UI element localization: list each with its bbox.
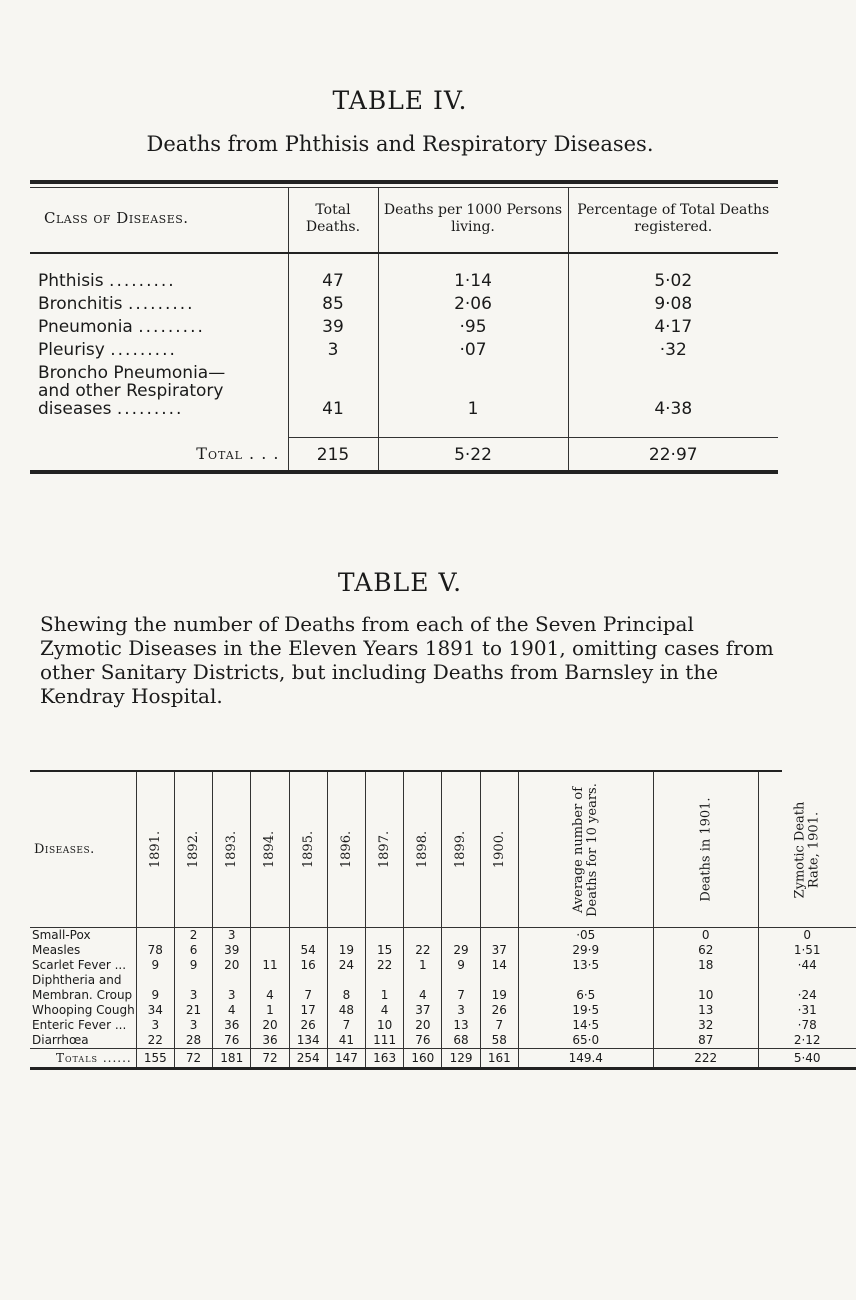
cell-value: 11 — [251, 958, 289, 973]
cell-value: 24 — [327, 958, 365, 973]
cell-value — [174, 973, 212, 988]
header-year: 1898. — [404, 772, 442, 928]
table-row — [30, 1018, 856, 1033]
disease-name: Whooping Cough — [32, 1003, 135, 1017]
cell-value: 7 — [327, 1018, 365, 1033]
total-value: 129 — [442, 1049, 480, 1069]
table-row — [30, 315, 778, 338]
percentage: 9·08 — [568, 292, 778, 315]
table-v-header-row — [30, 772, 856, 928]
percentage: ·32 — [568, 338, 778, 361]
cell-value — [289, 973, 327, 988]
total-deaths: 47 — [288, 269, 378, 292]
percentage: 4·17 — [568, 315, 778, 338]
cell-value: 1·51 — [758, 943, 855, 958]
cell-value: ·05 — [518, 928, 653, 944]
cell-value: 9 — [442, 958, 480, 973]
cell-value: 20 — [404, 1018, 442, 1033]
totals-row — [30, 1049, 856, 1069]
cell-value — [213, 973, 251, 988]
cell-value: 9 — [136, 958, 174, 973]
cell-value: 18 — [653, 958, 758, 973]
percentage: 22·97 — [568, 437, 778, 470]
table-iv — [30, 180, 778, 474]
deaths-per-1000: 1·14 — [378, 269, 568, 292]
table-iv-subtitle: Deaths from Phthisis and Respiratory Diseases. — [146, 132, 654, 156]
cell-value — [480, 973, 518, 988]
table-row — [30, 988, 856, 1003]
table-row — [30, 1033, 856, 1049]
cell-value — [136, 928, 174, 944]
cell-value: 8 — [327, 988, 365, 1003]
cell-value — [442, 928, 480, 944]
cell-value: 1 — [404, 958, 442, 973]
table-row — [30, 269, 778, 292]
header-year: 1900. — [480, 772, 518, 928]
header-deaths-1901: Deaths in 1901. — [653, 772, 758, 928]
cell-value: 26 — [480, 1003, 518, 1018]
cell-value — [327, 928, 365, 944]
cell-value: 26 — [289, 1018, 327, 1033]
header-diseases: Diseases. — [30, 772, 136, 928]
cell-value: 29 — [442, 943, 480, 958]
cell-value: 4 — [251, 988, 289, 1003]
total-value: 160 — [404, 1049, 442, 1069]
cell-value: 0 — [653, 928, 758, 944]
cell-value: 7 — [480, 1018, 518, 1033]
top-rule — [30, 180, 778, 184]
cell-value — [653, 973, 758, 988]
cell-value: 6 — [174, 943, 212, 958]
header-year: 1899. — [442, 772, 480, 928]
cell-value: 3 — [213, 928, 251, 944]
cell-value: 54 — [289, 943, 327, 958]
header-zymotic-rate: Zymotic Death Rate, 1901. — [758, 772, 855, 928]
deaths-per-1000: 1 — [378, 361, 568, 420]
totals-label: Total . . . — [196, 444, 280, 464]
totals-label: Totals ...... — [30, 1049, 136, 1069]
total-value: 222 — [653, 1049, 758, 1069]
cell-value: 15 — [366, 943, 404, 958]
cell-value: ·78 — [758, 1018, 855, 1033]
table-v-body — [30, 928, 856, 1049]
header-year: 1894. — [251, 772, 289, 928]
disease-name: Enteric Fever ... — [32, 1018, 127, 1032]
table-v — [30, 770, 822, 1070]
cell-value — [480, 928, 518, 944]
disease-name: Pleurisy ......... — [38, 340, 177, 360]
cell-value: 10 — [366, 1018, 404, 1033]
header-year: 1892. — [174, 772, 212, 928]
table-iv-header-row — [30, 188, 778, 253]
cell-value — [251, 973, 289, 988]
cell-value: 134 — [289, 1033, 327, 1049]
percentage: 5·02 — [568, 269, 778, 292]
total-deaths: 3 — [288, 338, 378, 361]
disease-name: Measles — [32, 943, 81, 957]
cell-value: 19 — [327, 943, 365, 958]
disease-name: Small-Pox — [32, 928, 91, 942]
deaths-per-1000: ·07 — [378, 338, 568, 361]
cell-value: 17 — [289, 1003, 327, 1018]
disease-name: Diphtheria and — [32, 973, 122, 987]
cell-value: ·24 — [758, 988, 855, 1003]
cell-value — [366, 973, 404, 988]
cell-value: 9 — [174, 958, 212, 973]
total-value: 161 — [480, 1049, 518, 1069]
table-row — [30, 943, 856, 958]
header-total-deaths: Total Deaths. — [288, 188, 378, 253]
cell-value: 3 — [136, 1018, 174, 1033]
cell-value — [404, 928, 442, 944]
header-average-deaths: Average number of Deaths for 10 years. — [518, 772, 653, 928]
table-row — [30, 338, 778, 361]
cell-value — [136, 973, 174, 988]
total-value: 147 — [327, 1049, 365, 1069]
cell-value: 14 — [480, 958, 518, 973]
table-row — [30, 361, 778, 420]
total-value: 155 — [136, 1049, 174, 1069]
deaths-per-1000: 5·22 — [378, 437, 568, 470]
header-year: 1896. — [327, 772, 365, 928]
total-deaths: 41 — [288, 361, 378, 420]
table-row — [30, 958, 856, 973]
header-class-of-diseases: Class of Diseases. — [30, 188, 288, 253]
cell-value: 3 — [442, 1003, 480, 1018]
cell-value — [404, 973, 442, 988]
total-value: 254 — [289, 1049, 327, 1069]
table-v-description: Shewing the number of Deaths from each of the Seven Principal Zymotic Diseases in the Eleven Years 1891 to 1901, omitting cases from other Sanitary Districts, but including Deaths from Barnsley in the Kendray Hospital. — [40, 612, 774, 708]
total-value: 72 — [174, 1049, 212, 1069]
table-iv-heading: TABLE IV. — [332, 86, 468, 115]
cell-value: ·44 — [758, 958, 855, 973]
cell-value: 0 — [758, 928, 855, 944]
cell-value — [251, 928, 289, 944]
disease-name: Diarrhœa — [32, 1033, 89, 1047]
disease-name: Scarlet Fever ... — [32, 958, 127, 972]
total-deaths: 85 — [288, 292, 378, 315]
cell-value: 1 — [251, 1003, 289, 1018]
cell-value: 22 — [136, 1033, 174, 1049]
table-v-heading: TABLE V. — [337, 568, 463, 597]
cell-value: 3 — [213, 988, 251, 1003]
cell-value: 4 — [366, 1003, 404, 1018]
total-deaths: 215 — [288, 437, 378, 470]
cell-value: 7 — [289, 988, 327, 1003]
disease-name: Pneumonia ......... — [38, 317, 205, 337]
table-v-grid — [30, 772, 856, 1070]
table-row — [30, 1003, 856, 1018]
cell-value: 3 — [174, 988, 212, 1003]
table-row — [30, 928, 856, 944]
cell-value: ·31 — [758, 1003, 855, 1018]
cell-value — [327, 973, 365, 988]
cell-value: 37 — [404, 1003, 442, 1018]
deaths-per-1000: ·95 — [378, 315, 568, 338]
cell-value: 2 — [174, 928, 212, 944]
cell-value: 13·5 — [518, 958, 653, 973]
header-year: 1895. — [289, 772, 327, 928]
cell-value: 37 — [480, 943, 518, 958]
cell-value: 13 — [653, 1003, 758, 1018]
disease-name: Phthisis ......... — [38, 271, 176, 291]
cell-value: 4 — [213, 1003, 251, 1018]
total-deaths: 39 — [288, 315, 378, 338]
total-value: 149.4 — [518, 1049, 653, 1069]
cell-value: 4 — [404, 988, 442, 1003]
cell-value: 65·0 — [518, 1033, 653, 1049]
cell-value — [518, 973, 653, 988]
cell-value: 19·5 — [518, 1003, 653, 1018]
header-percentage: Percentage of Total Deaths registered. — [568, 188, 778, 253]
percentage: 4·38 — [568, 361, 778, 420]
table-row — [30, 973, 856, 988]
cell-value: 10 — [653, 988, 758, 1003]
cell-value: 76 — [404, 1033, 442, 1049]
cell-value: 34 — [136, 1003, 174, 1018]
deaths-per-1000: 2·06 — [378, 292, 568, 315]
cell-value: 68 — [442, 1033, 480, 1049]
total-value: 163 — [366, 1049, 404, 1069]
cell-value — [758, 973, 855, 988]
cell-value: 6·5 — [518, 988, 653, 1003]
bottom-rule — [30, 470, 778, 474]
cell-value: 14·5 — [518, 1018, 653, 1033]
cell-value: 22 — [404, 943, 442, 958]
header-deaths-per-1000: Deaths per 1000 Persons living. — [378, 188, 568, 253]
disease-name: Membran. Croup — [32, 988, 133, 1002]
cell-value: 21 — [174, 1003, 212, 1018]
cell-value — [442, 973, 480, 988]
totals-row — [30, 437, 778, 470]
disease-name: Bronchitis ......... — [38, 294, 195, 314]
total-value: 72 — [251, 1049, 289, 1069]
cell-value: 41 — [327, 1033, 365, 1049]
cell-value — [251, 943, 289, 958]
cell-value: 62 — [653, 943, 758, 958]
cell-value: 48 — [327, 1003, 365, 1018]
total-value: 181 — [213, 1049, 251, 1069]
cell-value: 111 — [366, 1033, 404, 1049]
header-year: 1897. — [366, 772, 404, 928]
cell-value: 28 — [174, 1033, 212, 1049]
cell-value: 78 — [136, 943, 174, 958]
cell-value: 36 — [251, 1033, 289, 1049]
table-iv-grid — [30, 188, 778, 470]
cell-value: 3 — [174, 1018, 212, 1033]
cell-value: 36 — [213, 1018, 251, 1033]
cell-value: 16 — [289, 958, 327, 973]
cell-value: 2·12 — [758, 1033, 855, 1049]
cell-value — [289, 928, 327, 944]
cell-value: 19 — [480, 988, 518, 1003]
cell-value: 13 — [442, 1018, 480, 1033]
cell-value — [366, 928, 404, 944]
table-row — [30, 292, 778, 315]
cell-value: 39 — [213, 943, 251, 958]
cell-value: 22 — [366, 958, 404, 973]
cell-value: 9 — [136, 988, 174, 1003]
cell-value: 87 — [653, 1033, 758, 1049]
cell-value: 20 — [251, 1018, 289, 1033]
cell-value: 20 — [213, 958, 251, 973]
total-value: 5·40 — [758, 1049, 855, 1069]
cell-value: 1 — [366, 988, 404, 1003]
header-year: 1893. — [213, 772, 251, 928]
cell-value: 58 — [480, 1033, 518, 1049]
cell-value: 76 — [213, 1033, 251, 1049]
disease-name: Broncho Pneumonia— and other Respiratory diseases ......... — [38, 363, 226, 419]
cell-value: 7 — [442, 988, 480, 1003]
cell-value: 29·9 — [518, 943, 653, 958]
header-year: 1891. — [136, 772, 174, 928]
cell-value: 32 — [653, 1018, 758, 1033]
